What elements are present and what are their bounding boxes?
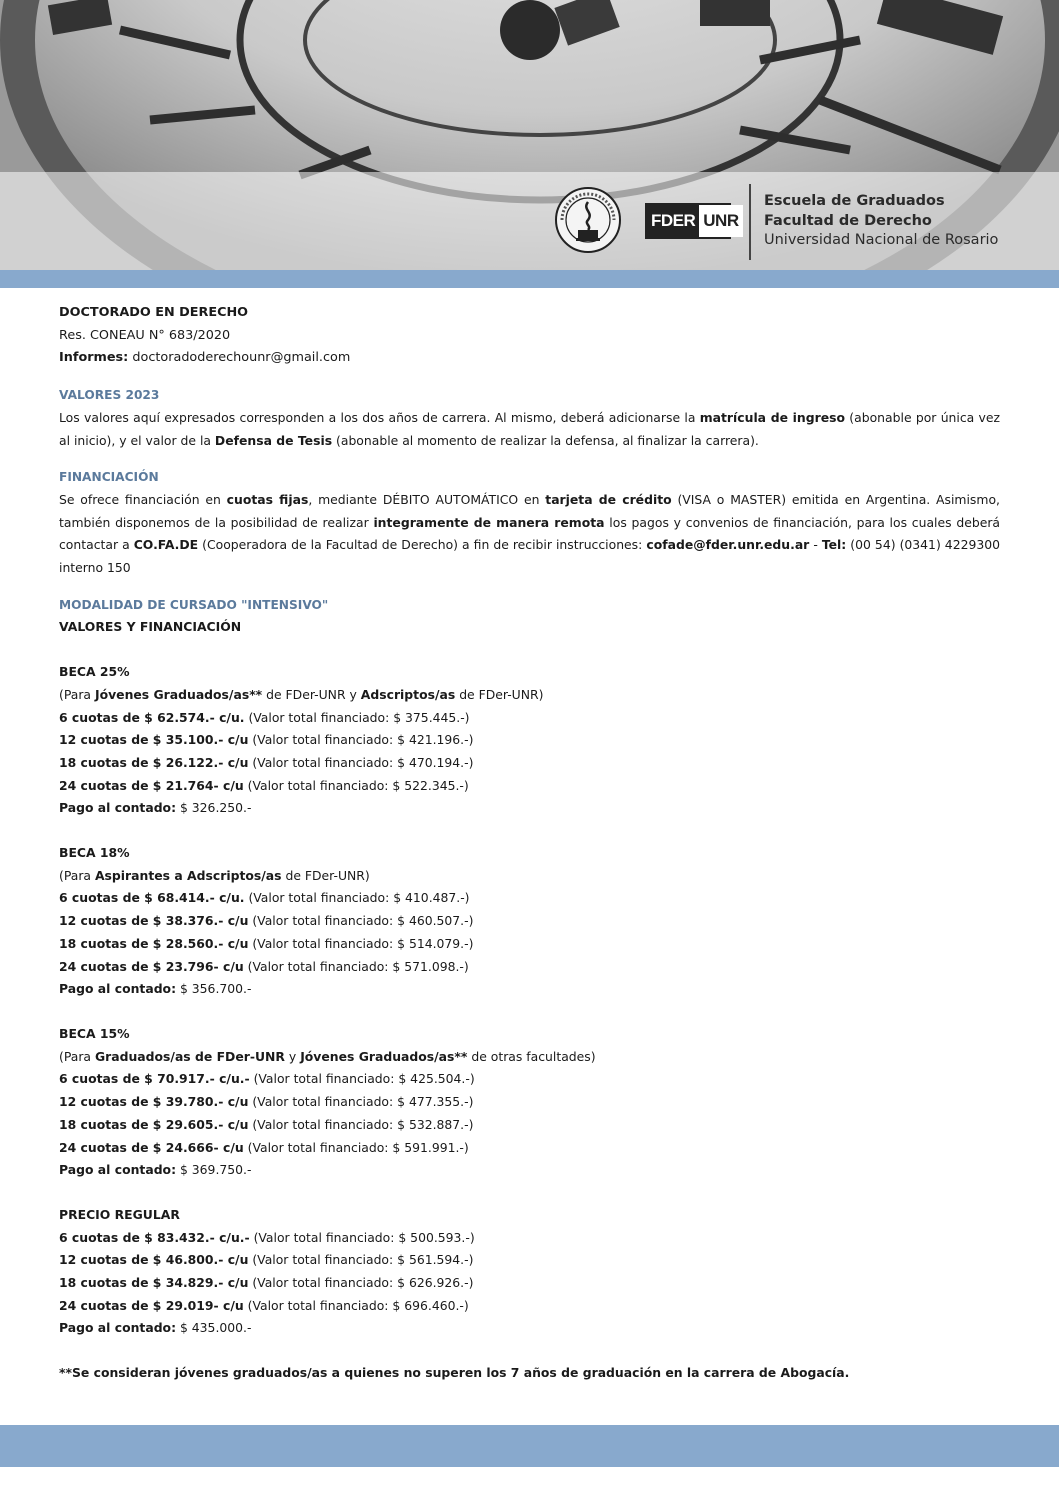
beca-title: BECA 18% — [59, 845, 130, 861]
doc-info — [59, 347, 1000, 370]
top-accent-bar — [0, 270, 1059, 288]
financiacion-heading: FINANCIACIÓN — [59, 470, 159, 485]
cuota-line: 24 cuotas de $ 24.666- c/u (Valor total financiado: $ 591.991.-) — [59, 1139, 469, 1155]
beca-title: PRECIO REGULAR — [59, 1206, 180, 1222]
modalidad-subheading: VALORES Y FINANCIACIÓN — [59, 619, 242, 635]
valores-paragraph: Los valores aquí expresados corresponden a los dos años de carrera. Al mismo, deberá adicionarse la matrícula de ingreso (abonable por única vez al inicio), y el valor de la Defensa de Tesis (abonable al momento de realizar la defensa, al finalizar la carrera). — [59, 409, 1001, 448]
fder-logo-text: FDER — [647, 205, 699, 237]
cuota-line: 24 cuotas de $ 23.796- c/u (Valor total financiado: $ 571.098.-) — [59, 958, 469, 974]
institution-line-2: Facultad de Derecho — [764, 212, 932, 229]
pago-contado-line: Pago al contado: $ 356.700.- — [59, 981, 252, 997]
cuota-line: 24 cuotas de $ 21.764- c/u (Valor total financiado: $ 522.345.-) — [59, 777, 469, 793]
cuota-line: 12 cuotas de $ 46.800.- c/u (Valor total financiado: $ 561.594.-) — [59, 1252, 474, 1268]
unr-logo-text: UNR — [699, 205, 742, 237]
logo-area — [550, 180, 1050, 260]
cuota-line: 6 cuotas de $ 70.917.- c/u.- (Valor total financiado: $ 425.504.-) — [59, 1071, 475, 1087]
pago-contado-line: Pago al contado: $ 435.000.- — [59, 1320, 252, 1336]
pago-contado-line: Pago al contado: $ 369.750.- — [59, 1162, 252, 1178]
cuota-line: 6 cuotas de $ 68.414.- c/u. (Valor total financiado: $ 410.487.-) — [59, 890, 470, 906]
cuota-line: 18 cuotas de $ 34.829.- c/u (Valor total financiado: $ 626.926.-) — [59, 1275, 474, 1291]
fder-unr-logo — [645, 203, 739, 239]
document-body — [59, 302, 1000, 1385]
unr-seal-logo — [554, 186, 622, 254]
modalidad-heading: MODALIDAD DE CURSADO "INTENSIVO" — [59, 597, 329, 612]
footnote: **Se consideran jóvenes graduados/as a quienes no superen los 7 años de graduación en la carrera de Abogacía. — [59, 1365, 850, 1381]
cuota-line: 12 cuotas de $ 39.780.- c/u (Valor total financiado: $ 477.355.-) — [59, 1094, 474, 1110]
cuota-line: 18 cuotas de $ 28.560.- c/u (Valor total financiado: $ 514.079.-) — [59, 935, 474, 951]
beca-title: BECA 15% — [59, 1025, 130, 1041]
beca-description: (Para Aspirantes a Adscriptos/as de FDer-UNR) — [59, 867, 370, 883]
beca-description: (Para Graduados/as de FDer-UNR y Jóvenes Graduados/as** de otras facultades) — [59, 1048, 596, 1064]
financiacion-paragraph: Se ofrece financiación en cuotas fijas, mediante DÉBITO AUTOMÁTICO en tarjeta de crédito (VISA o MASTER) emitida en Argentina. Asimismo, también disponemos de la posibilidad de realizar integramente de manera remota los pagos y convenios de financiación, para los cuales deberá contactar a CO.FA.DE (Cooperadora de la Facultad de Derecho) a fin de recibir instrucciones: cofade@fder.unr.edu.ar - Tel: (00 54) (0341) 4229300 interno 150 — [59, 491, 1001, 576]
cuota-line: 12 cuotas de $ 35.100.- c/u (Valor total financiado: $ 421.196.-) — [59, 732, 474, 748]
logo-divider — [749, 184, 751, 260]
institution-name — [764, 192, 998, 251]
beca-title: BECA 25% — [59, 664, 130, 680]
becas-list — [59, 639, 1000, 1340]
doc-title: DOCTORADO EN DERECHO — [59, 305, 249, 320]
info-email: doctoradoderechounr@gmail.com — [132, 350, 351, 366]
cuota-line: 6 cuotas de $ 83.432.- c/u.- (Valor total financiado: $ 500.593.-) — [59, 1229, 475, 1245]
cuota-line: 6 cuotas de $ 62.574.- c/u. (Valor total financiado: $ 375.445.-) — [59, 709, 470, 725]
beca-description: (Para Jóvenes Graduados/as** de FDer-UNR y Adscriptos/as de FDer-UNR) — [59, 686, 544, 702]
header-banner — [0, 0, 1059, 270]
institution-line-1: Escuela de Graduados — [764, 193, 945, 209]
bottom-accent-bar — [0, 1425, 1059, 1467]
cuota-line: 12 cuotas de $ 38.376.- c/u (Valor total financiado: $ 460.507.-) — [59, 913, 474, 929]
cuota-line: 18 cuotas de $ 29.605.- c/u (Valor total financiado: $ 532.887.-) — [59, 1116, 474, 1132]
cuota-line: 18 cuotas de $ 26.122.- c/u (Valor total financiado: $ 470.194.-) — [59, 754, 474, 770]
pago-contado-line: Pago al contado: $ 326.250.- — [59, 800, 252, 816]
cuota-line: 24 cuotas de $ 29.019- c/u (Valor total financiado: $ 696.460.-) — [59, 1297, 469, 1313]
doc-resolution: Res. CONEAU N° 683/2020 — [59, 327, 231, 343]
info-label: Informes: — [59, 350, 129, 366]
institution-line-3: Universidad Nacional de Rosario — [764, 232, 999, 248]
valores-heading: VALORES 2023 — [59, 388, 160, 403]
